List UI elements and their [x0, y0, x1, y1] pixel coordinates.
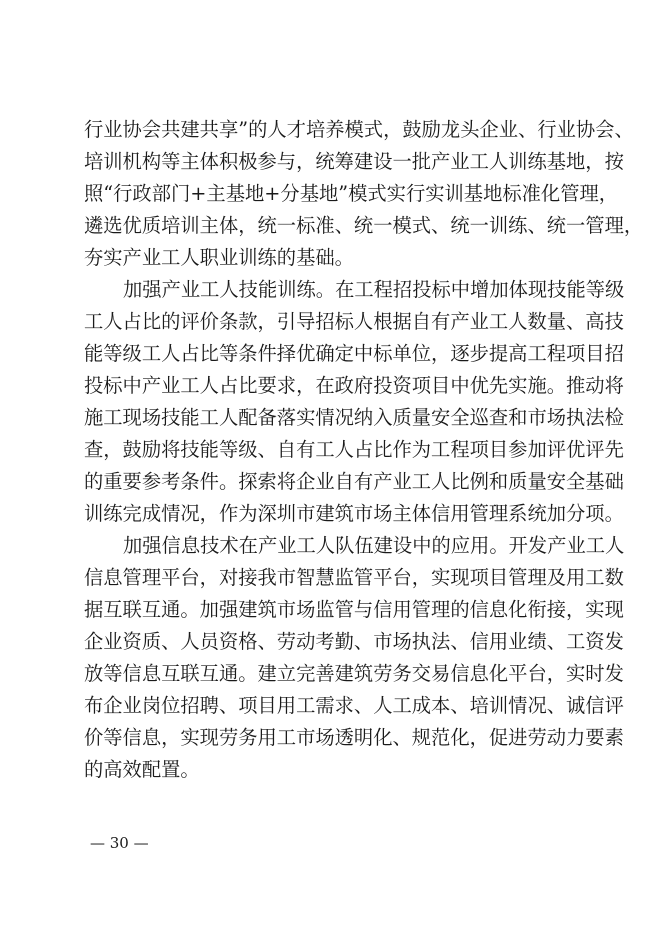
paragraph-2-line-2: 工人占比的评价条款，引导招标人根据自有产业工人数量、高技	[84, 310, 624, 333]
paragraph-3-line-7: 价等信息，实现劳务用工市场透明化、规范化，促进劳动力要素	[84, 726, 624, 749]
paragraph-1-line-3: 照“行政部门+主基地+分基地”模式实行实训基地标准化管理，	[84, 182, 619, 205]
paragraph-3-line-4: 企业资质、人员资格、劳动考勤、市场执法、信用业绩、工资发	[84, 630, 624, 653]
paragraph-1-line-4: 遴选优质培训主体，统一标准、统一模式、统一训练、统一管理，	[84, 214, 644, 237]
paragraph-3-line-5: 放等信息互联互通。建立完善建筑劳务交易信息化平台，实时发	[84, 662, 624, 685]
paragraph-1-line-5: 夯实产业工人职业训练的基础。	[84, 246, 354, 269]
paragraph-1-line-1: 行业协会共建共享”的人才培养模式，鼓励龙头企业、行业协会、	[84, 118, 634, 141]
paragraph-2-line-7: 的重要参考条件。探索将企业自有产业工人比例和质量安全基础	[84, 470, 624, 493]
paragraph-2-line-8: 训练完成情况，作为深圳市建筑市场主体信用管理系统加分项。	[84, 502, 624, 525]
paragraph-1-line-2: 培训机构等主体积极参与，统筹建设一批产业工人训练基地，按	[84, 150, 624, 173]
paragraph-3-line-6: 布企业岗位招聘、项目用工需求、人工成本、培训情况、诚信评	[84, 694, 624, 717]
page-number: — 30 —	[90, 834, 149, 852]
paragraph-2-line-1: 加强产业工人技能训练。在工程招投标中增加体现技能等级	[123, 278, 625, 301]
paragraph-3-line-3: 据互联互通。加强建筑市场监管与信用管理的信息化衔接，实现	[84, 598, 624, 621]
paragraph-2-line-4: 投标中产业工人占比要求，在政府投资项目中优先实施。推动将	[84, 374, 624, 397]
paragraph-2-line-6: 查，鼓励将技能等级、自有工人占比作为工程项目参加评优评先	[84, 438, 624, 461]
paragraph-3-line-8: 的高效配置。	[84, 758, 200, 781]
paragraph-2-line-3: 能等级工人占比等条件择优确定中标单位，逐步提高工程项目招	[84, 342, 624, 365]
paragraph-3-line-2: 信息管理平台，对接我市智慧监管平台，实现项目管理及用工数	[84, 566, 624, 589]
paragraph-2-line-5: 施工现场技能工人配备落实情况纳入质量安全巡查和市场执法检	[84, 406, 624, 429]
paragraph-3-line-1: 加强信息技术在产业工人队伍建设中的应用。开发产业工人	[123, 534, 625, 557]
